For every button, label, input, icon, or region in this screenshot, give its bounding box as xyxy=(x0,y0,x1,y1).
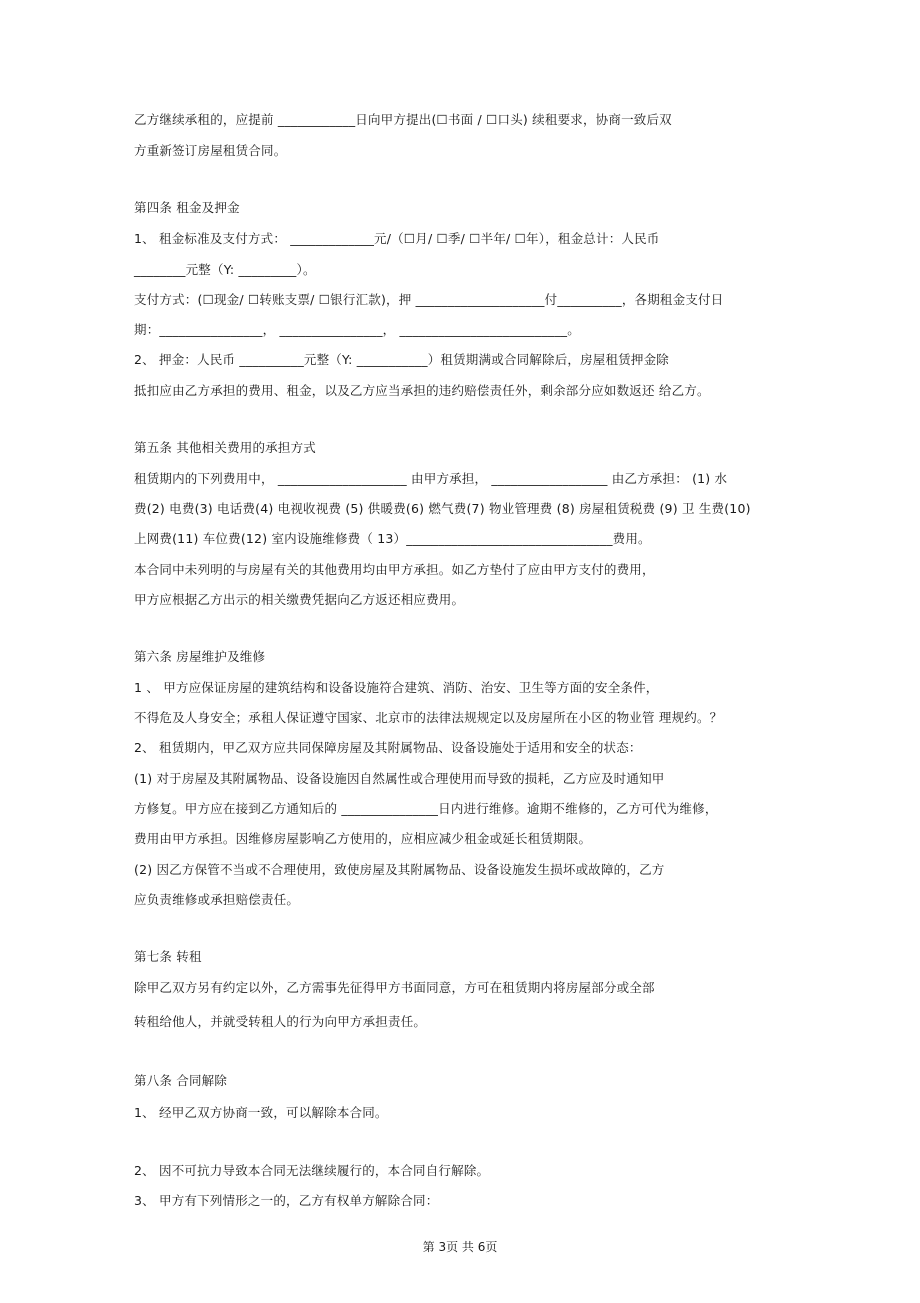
article-4-clause-1: 1、 租金标准及支付方式： _____________元/（☐月/ ☐季/ ☐半年/ ☐年），租金总计：人民币 xyxy=(134,231,660,246)
article-8-clause-3: 3、 甲方有下列情形之一的，乙方有权单方解除合同： xyxy=(134,1193,439,1208)
article-6-clause-2: 2、 租赁期内，甲乙双方应共同保障房屋及其附属物品、设备设施处于适用和安全的状态： xyxy=(134,740,642,755)
article-6-clause-1: 1 、 甲方应保证房屋的建筑结构和设备设施符合建筑、消防、治安、卫生等方面的安全条件， xyxy=(134,680,659,695)
article-4-clause-2-cont: 抵扣应由乙方承担的费用、租金，以及乙方应当承担的违约赔偿责任外，剩余部分应如数返还 给乙方。 xyxy=(134,383,710,398)
article-5-heading: 第五条 其他相关费用的承担方式 xyxy=(134,440,316,455)
article-5-other-fees: 本合同中未列明的与房屋有关的其他费用均由甲方承担。如乙方垫付了应由甲方支付的费用， xyxy=(134,562,655,577)
article-4-clause-2: 2、 押金：人民币 __________元整（Y: ___________）租赁期满或合同解除后，房屋租赁押金除 xyxy=(134,352,670,367)
article-4-payment-method: 支付方式：(☐现金/ ☐转账支票/ ☐银行汇款)，押 ____________________付__________，各期租金支付日 xyxy=(134,292,724,307)
article-6-item-1-cont-2: 费用由甲方承担。因维修房屋影响乙方使用的，应相应减少租金或延长租赁期限。 xyxy=(134,831,592,846)
article-8-clause-2: 2、 因不可抗力导致本合同无法继续履行的，本合同自行解除。 xyxy=(134,1163,490,1178)
article-7-heading: 第七条 转租 xyxy=(134,949,202,964)
article-6-clause-1-cont: 不得危及人身安全；承租人保证遵守国家、北京市的法律法规规定以及房屋所在小区的物业管 理规约。？ xyxy=(134,710,723,725)
article-5-fees-line-3: 上网费(11) 车位费(12) 室内设施维修费（ 13）________________________________费用。 xyxy=(134,531,651,546)
article-6-item-2: (2) 因乙方保管不当或不合理使用，致使房屋及其附属物品、设备设施发生损坏或故障的，乙方 xyxy=(134,862,665,877)
article-5-fees-line-1: 租赁期内的下列费用中， ____________________ 由甲方承担， __________________ 由乙方承担： (1) 水 xyxy=(134,471,728,486)
article-8-clause-1: 1、 经甲乙双方协商一致，可以解除本合同。 xyxy=(134,1105,388,1120)
article-6-item-2-cont: 应负责维修或承担赔偿责任。 xyxy=(134,892,300,907)
paragraph-renewal-notice: 乙方继续承租的，应提前 ____________日向甲方提出(☐书面 / ☐口头) 续租要求，协商一致后双 xyxy=(134,112,672,127)
article-4-payment-dates: 期：________________， ________________， __________________________。 xyxy=(134,322,580,337)
paragraph-renewal-notice-cont: 方重新签订房屋租赁合同。 xyxy=(134,143,287,158)
article-7-body-cont: 转租给他人，并就受转租人的行为向甲方承担责任。 xyxy=(134,1014,427,1029)
article-4-heading: 第四条 租金及押金 xyxy=(134,200,240,215)
article-5-other-fees-cont: 甲方应根据乙方出示的相关缴费凭据向乙方返还相应费用。 xyxy=(134,592,465,607)
article-5-fees-line-2: 费(2) 电费(3) 电话费(4) 电视收视费 (5) 供暖费(6) 燃气费(7) 物业管理费 (8) 房屋租赁税费 (9) 卫 生费(10) xyxy=(134,501,751,516)
article-4-clause-1-amount: ________元整（Y: _________）。 xyxy=(134,262,316,277)
article-6-item-1: (1) 对于房屋及其附属物品、设备设施因自然属性或合理使用而导致的损耗，乙方应及时通知甲 xyxy=(134,771,665,786)
article-8-heading: 第八条 合同解除 xyxy=(134,1073,228,1088)
article-6-heading: 第六条 房屋维护及维修 xyxy=(134,649,266,664)
page-number: 第 3页 共 6页 xyxy=(422,1240,498,1254)
article-6-item-1-cont: 方修复。甲方应在接到乙方通知后的 _______________日内进行维修。逾期不维修的，乙方可代为维修， xyxy=(134,801,718,816)
article-7-body: 除甲乙双方另有约定以外，乙方需事先征得甲方书面同意，方可在租赁期内将房屋部分或全部 xyxy=(134,980,655,995)
